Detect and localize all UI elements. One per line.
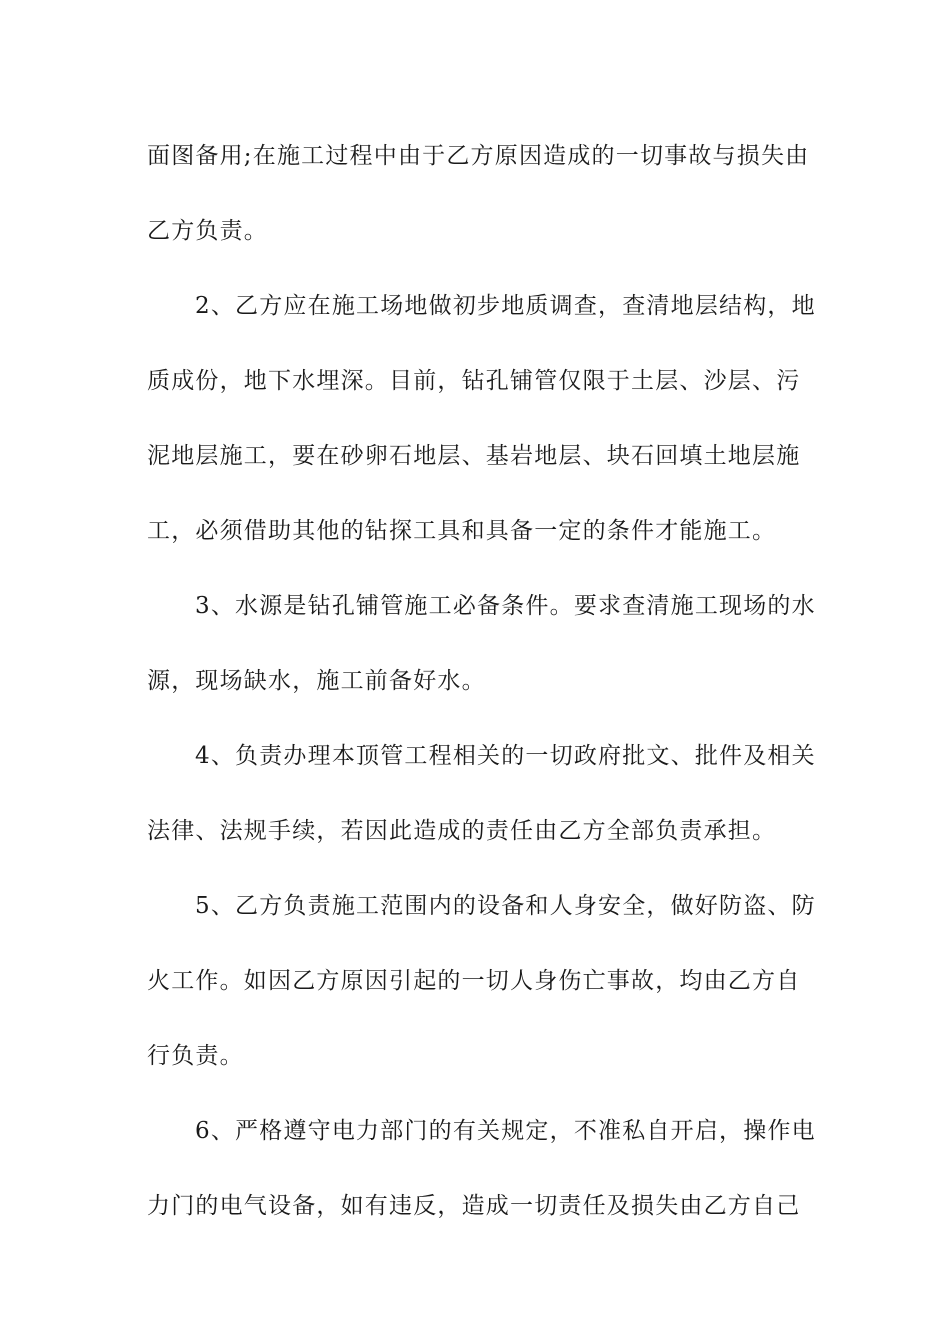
- paragraph-start-line: 5、乙方负责施工范围内的设备和人身安全，做好防盗、防: [195, 893, 816, 919]
- text-line: 面图备用;在施工过程中由于乙方原因造成的一切事故与损失由: [147, 143, 810, 169]
- text-line: 火工作。如因乙方原因引起的一切人身伤亡事故，均由乙方自: [147, 968, 801, 994]
- text-line: 乙方负责。: [147, 218, 268, 244]
- paragraph-start-line: 6、严格遵守电力部门的有关规定，不准私自开启，操作电: [195, 1118, 816, 1144]
- document-body: [147, 126, 816, 1251]
- text-line: 行负责。: [147, 1043, 244, 1069]
- text-line: 法律、法规手续，若因此造成的责任由乙方全部负责承担。: [147, 818, 777, 844]
- text-line: 质成份，地下水埋深。目前，钻孔铺管仅限于土层、沙层、污: [147, 368, 801, 394]
- text-line: 力门的电气设备，如有违反，造成一切责任及损失由乙方自己: [147, 1193, 801, 1219]
- text-line: 工，必须借助其他的钻探工具和具备一定的条件才能施工。: [147, 518, 777, 544]
- text-line: 源，现场缺水，施工前备好水。: [147, 668, 486, 694]
- text-line: 泥地层施工，要在砂卵石地层、基岩地层、块石回填土地层施: [147, 443, 801, 469]
- paragraph-start-line: 3、水源是钻孔铺管施工必备条件。要求查清施工现场的水: [195, 593, 816, 619]
- paragraph-start-line: 4、负责办理本顶管工程相关的一切政府批文、批件及相关: [195, 743, 816, 769]
- paragraph-start-line: 2、乙方应在施工场地做初步地质调查，查清地层结构，地: [195, 293, 816, 319]
